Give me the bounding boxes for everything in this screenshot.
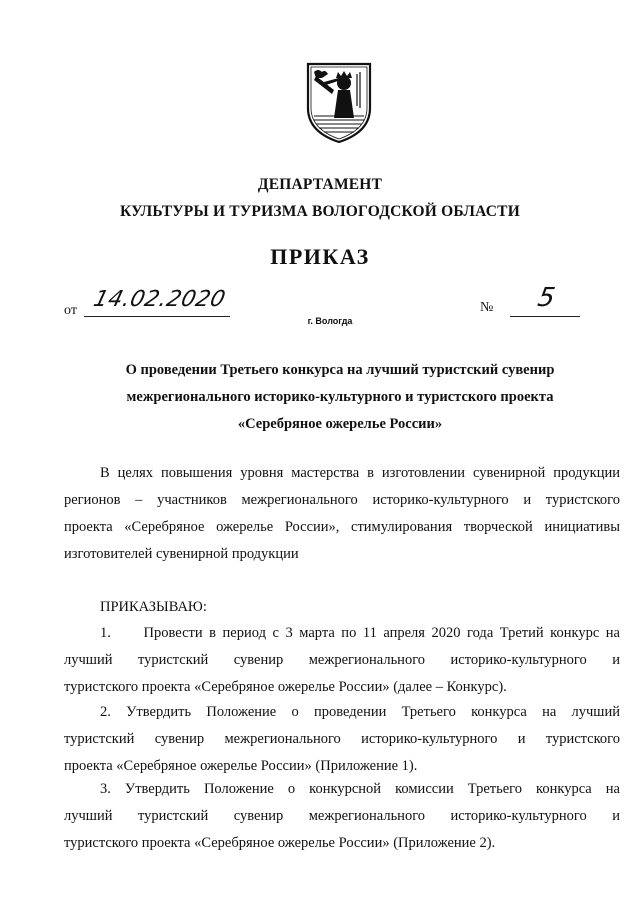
item-line: 3. Утвердить Положение о конкурсной комиссии Третьего конкурса на (100, 781, 620, 797)
item-line: туристского проекта «Серебряное ожерелье России» (Приложение 2). (64, 835, 496, 851)
item-line: лучший туристский сувенир межрегионального историко-культурного и (64, 652, 620, 668)
handwritten-date: 14.02.2020 (90, 287, 229, 312)
preamble-line: регионов – участников межрегионального историко-культурного и туристского (64, 492, 620, 508)
preamble-line: изготовителей сувенирной продукции (64, 546, 299, 562)
item-line: туристский сувенир межрегионального историко-культурного и туристского (64, 731, 620, 747)
preamble-line: В целях повышения уровня мастерства в изготовлении сувенирной продукции (100, 465, 620, 481)
item-line: туристского проекта «Серебряное ожерелье России» (далее – Конкурс). (64, 679, 507, 695)
item-line: 1. Провести в период с 3 марта по 11 апреля 2020 года Третий конкурс на (100, 625, 620, 641)
item-line: проекта «Серебряное ожерелье России» (Приложение 1). (64, 758, 418, 774)
order-word (64, 594, 620, 621)
date-prefix-label: от (64, 303, 77, 318)
preamble-line: проекта «Серебряное ожерелье России», стимулирования творческой инициативы (64, 519, 620, 535)
number-label: № (480, 300, 494, 315)
order-item-1 (64, 620, 620, 701)
document-type-title: ПРИКАЗ (270, 244, 370, 269)
order-item-3 (64, 776, 620, 857)
handwritten-number: 5 (535, 283, 558, 313)
coat-of-arms-icon (302, 56, 376, 146)
order-item-2 (64, 699, 620, 780)
department-name-line2: КУЛЬТУРЫ И ТУРИЗМА ВОЛОГОДСКОЙ ОБЛАСТИ (120, 203, 520, 220)
item-line: 2. Утвердить Положение о проведении Третьего конкурса на лучший (100, 704, 620, 720)
city-label: г. Вологда (307, 316, 353, 326)
subject-line: О проведении Третьего конкурса на лучший туристский сувенир (125, 362, 555, 378)
subject-line: межрегионального историко-культурного и туристского проекта (126, 389, 554, 405)
prikazyvayu-label: ПРИКАЗЫВАЮ: (100, 599, 207, 615)
department-name-line1: ДЕПАРТАМЕНТ (257, 176, 383, 193)
preamble-paragraph (64, 460, 620, 568)
subject-line: «Серебряное ожерелье России» (237, 416, 443, 432)
order-subject (60, 357, 620, 438)
item-line: лучший туристский сувенир межрегионального историко-культурного и (64, 808, 620, 824)
